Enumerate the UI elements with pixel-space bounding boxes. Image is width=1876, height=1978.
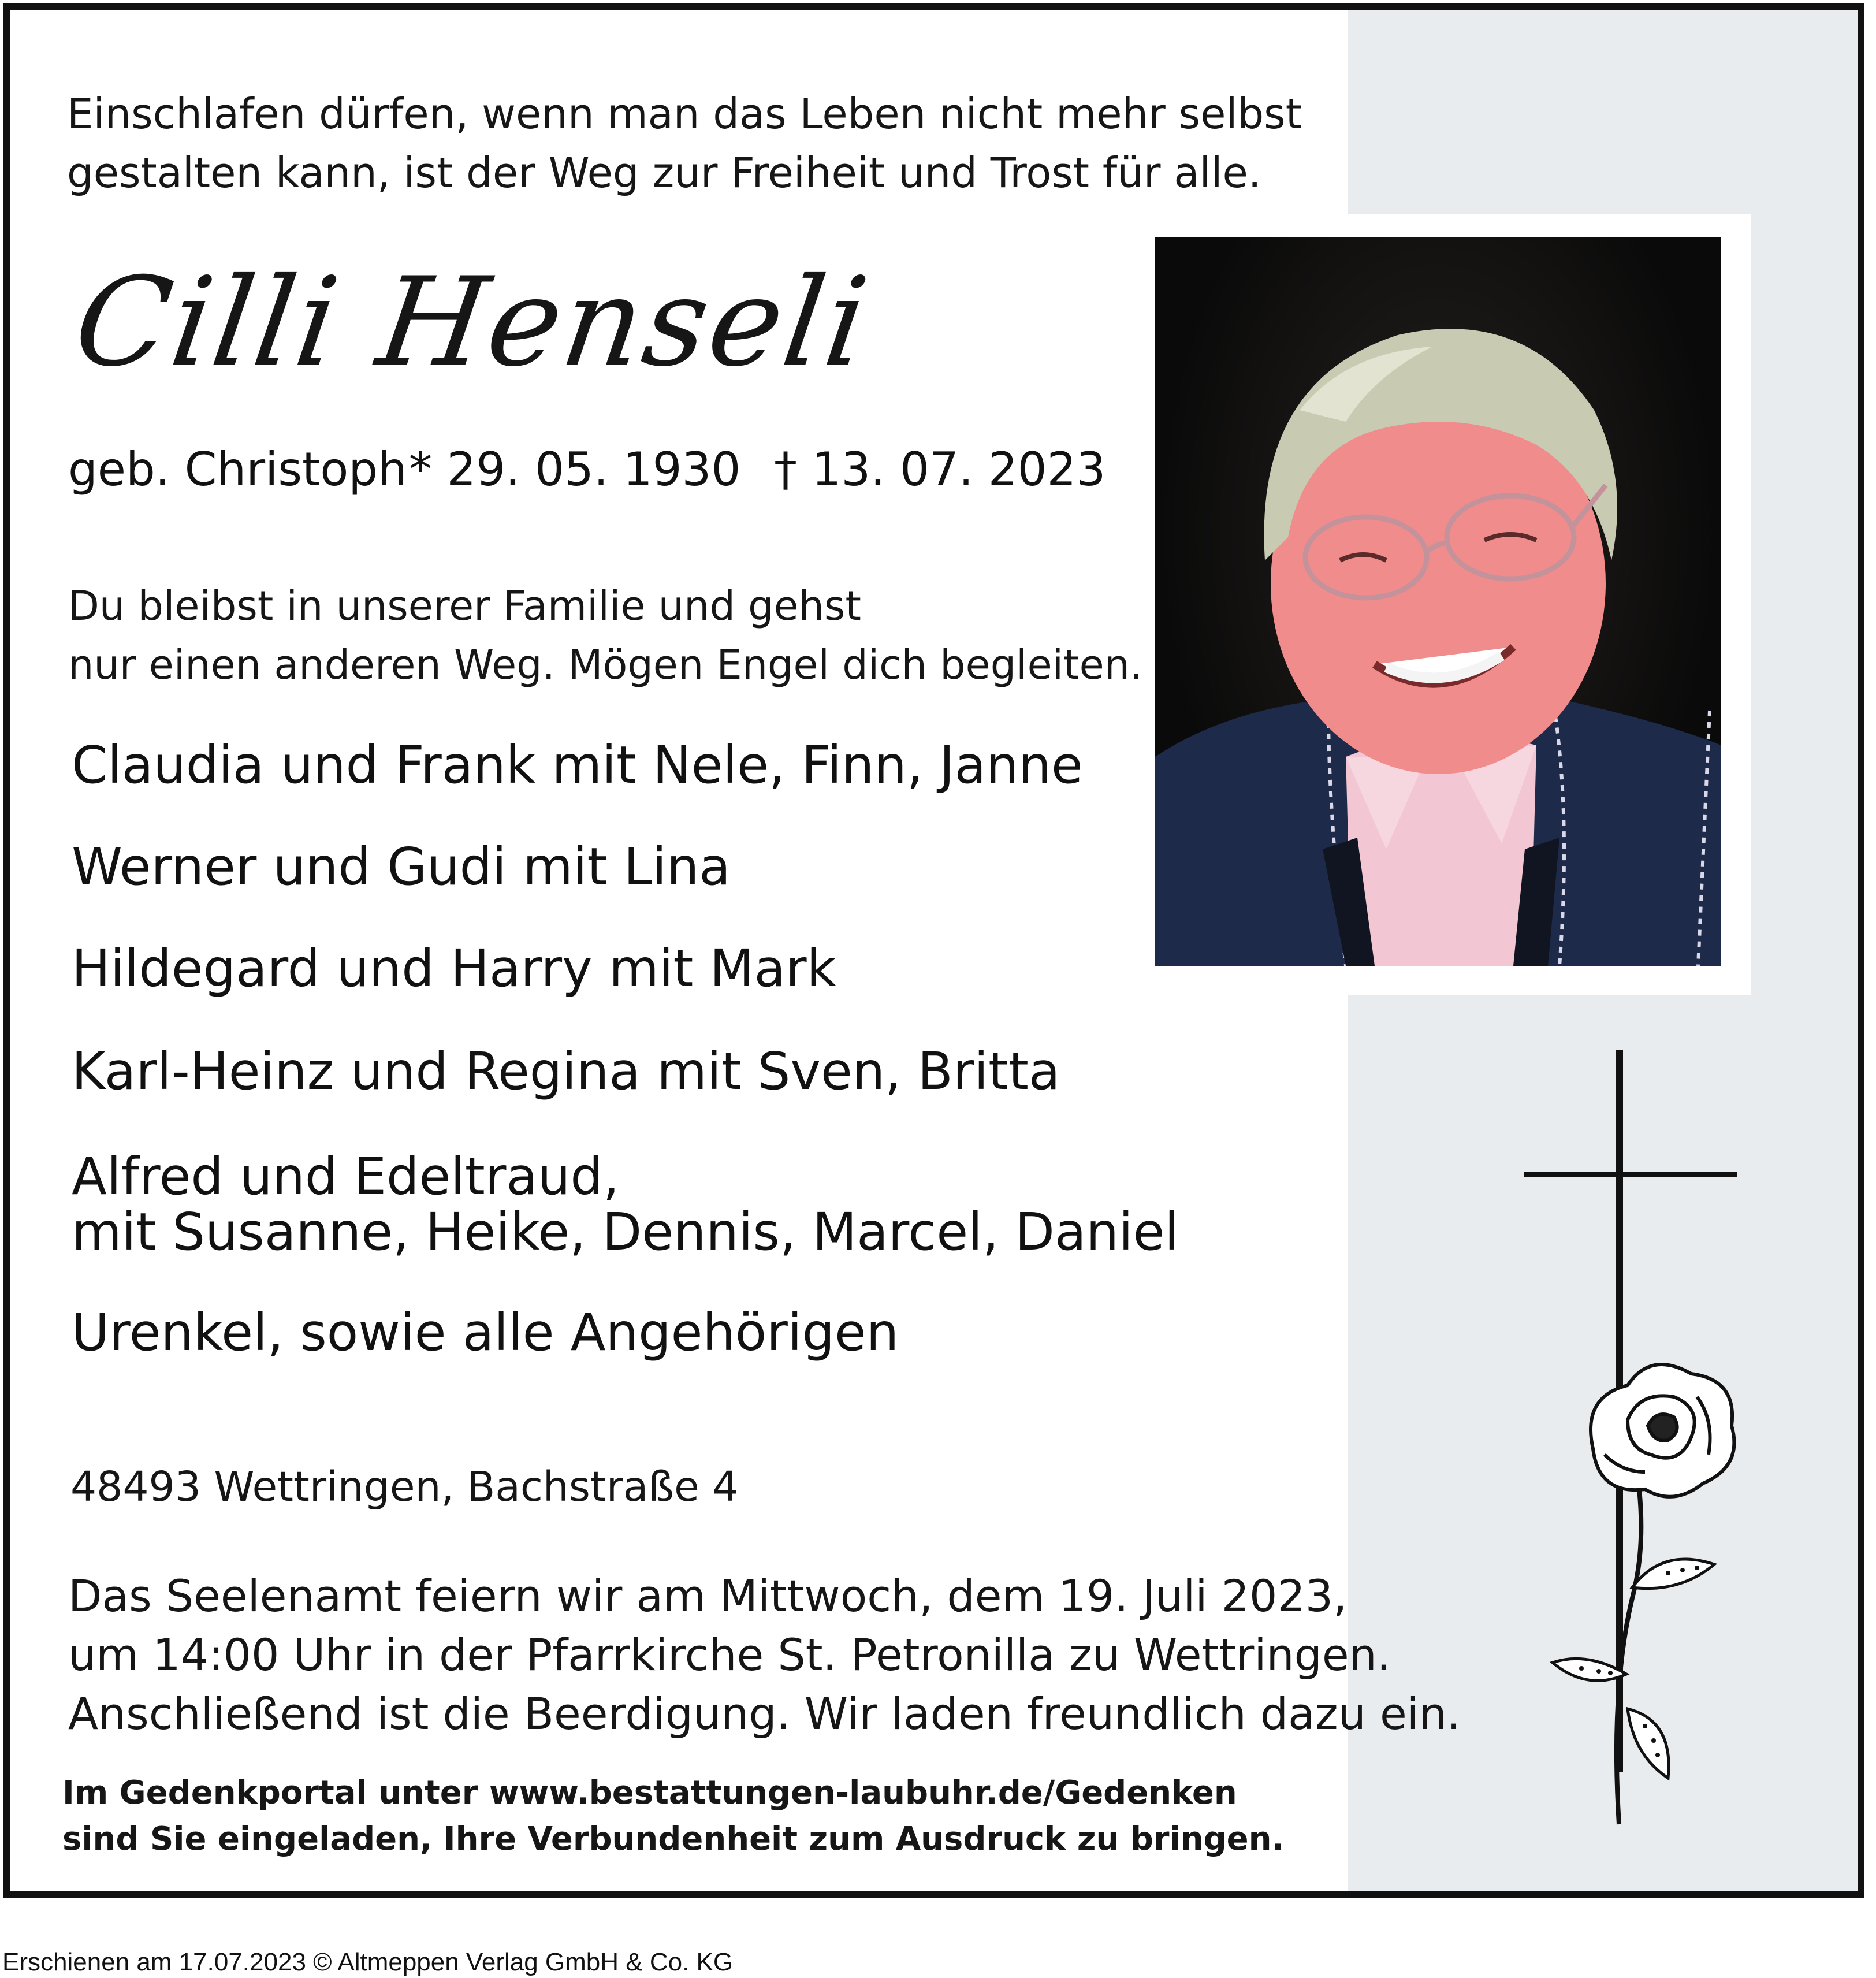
portal-line: Im Gedenkportal unter www.bestattungen-laubuhr.de/Gedenken xyxy=(62,1774,1237,1812)
family-group xyxy=(72,1146,1179,1262)
motto-text xyxy=(67,84,1302,202)
verse-line: nur einen anderen Weg. Mögen Engel dich begleiten. xyxy=(68,641,1143,689)
family-group xyxy=(72,1304,899,1360)
family-line: Hildegard und Harry mit Mark xyxy=(72,938,837,998)
family-group xyxy=(72,836,731,897)
family-group xyxy=(72,737,1083,793)
service-line: Das Seelenamt feiern wir am Mittwoch, dem 19. Juli 2023, xyxy=(68,1570,1348,1622)
portrait-illustration xyxy=(1155,237,1721,966)
service-line: um 14:00 Uhr in der Pfarrkirche St. Petronilla zu Wettringen. xyxy=(68,1629,1391,1680)
death-date: † 13. 07. 2023 xyxy=(774,443,1106,496)
publication-footer: Erschienen am 17.07.2023 © Altmeppen Verlag GmbH & Co. KG xyxy=(2,1948,734,1976)
family-line: mit Susanne, Heike, Dennis, Marcel, Daniel xyxy=(72,1202,1179,1262)
family-line: Werner und Gudi mit Lina xyxy=(72,836,731,897)
obituary-card xyxy=(3,3,1864,1898)
verse-line: Du bleibst in unserer Familie und gehst xyxy=(68,582,861,630)
portal-text xyxy=(62,1770,1284,1862)
birth-date: * 29. 05. 1930 xyxy=(409,443,741,496)
family-group xyxy=(72,1043,1060,1099)
family-line: Urenkel, sowie alle Angehörigen xyxy=(72,1302,899,1362)
family-line: Claudia und Frank mit Nele, Finn, Janne xyxy=(72,735,1083,795)
service-text xyxy=(68,1567,1461,1743)
verse-text xyxy=(68,577,1142,694)
family-line: Karl-Heinz und Regina mit Sven, Britta xyxy=(72,1041,1060,1101)
family-line: Alfred und Edeltraud, xyxy=(72,1146,620,1206)
maiden-name: geb. Christoph xyxy=(68,443,407,496)
deceased-name: Cilli Henseli xyxy=(66,251,878,393)
address-text: 48493 Wettringen, Bachstraße 4 xyxy=(70,1463,739,1511)
family-group xyxy=(72,940,836,996)
motto-line: gestalten kann, ist der Weg zur Freiheit und Trost für alle. xyxy=(67,148,1261,197)
portal-line: sind Sie eingeladen, Ihre Verbundenheit zum Ausdruck zu bringen. xyxy=(62,1820,1284,1858)
motto-line: Einschlafen dürfen, wenn man das Leben nicht mehr selbst xyxy=(67,90,1302,138)
service-line: Anschließend ist die Beerdigung. Wir laden freundlich dazu ein. xyxy=(68,1688,1461,1739)
portrait-photo xyxy=(1155,237,1721,966)
cross-with-rose-icon xyxy=(1524,1050,1743,1836)
